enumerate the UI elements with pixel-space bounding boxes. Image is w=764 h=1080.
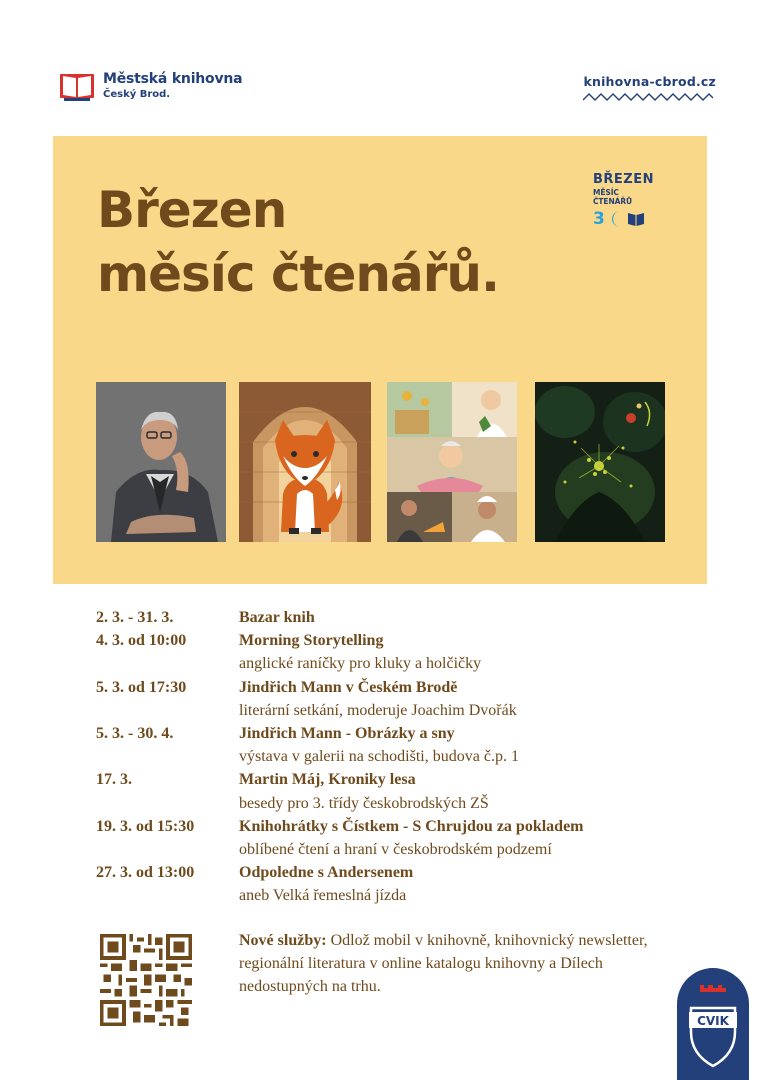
event-subtitle: oblíbené čtení a hraní v českobrodském podzemí (239, 841, 552, 859)
event-date: 5. 3. od 17:30 (96, 678, 187, 696)
event-subtitle: besedy pro 3. třídy českobrodských ZŠ (239, 794, 489, 812)
website-link[interactable]: knihovna-cbrod.cz (583, 74, 716, 89)
event-date: 27. 3. od 13:00 (96, 864, 195, 882)
event-row (96, 629, 716, 652)
title-line-1: Březen (97, 181, 287, 239)
event-title: Morning Storytelling (239, 632, 384, 650)
event-subtitle: aneb Velká řemeslná jízda (239, 887, 407, 905)
event-row (96, 676, 716, 699)
event-date: 2. 3. - 31. 3. (96, 609, 174, 626)
event-row (96, 861, 716, 884)
moon-icon (608, 210, 624, 228)
poster-title (97, 178, 499, 306)
event-row (96, 722, 716, 745)
book-icon (627, 211, 645, 227)
event-title: Bazar knih (239, 609, 315, 626)
new-services-text: Odlož mobil v knihovně, knihovnický newsletter, regionální literatura v online katalogu knihovny a Dílech nedostupných na trhu. (239, 932, 648, 996)
photo-craft-collage (387, 382, 517, 542)
event-row (96, 768, 716, 791)
event-subtitle: výstava v galerii na schodišti, budova č.p. 1 (239, 748, 519, 766)
badge-subtitle: MĚSÍC ČTENÁŘŮ (593, 188, 632, 206)
event-title: Jindřich Mann - Obrázky a sny (239, 725, 455, 743)
wave-decoration (583, 93, 713, 101)
library-name: Městská knihovna (103, 71, 243, 88)
website-block (583, 74, 716, 101)
cvik-logo (677, 968, 749, 1080)
open-book-icon (59, 70, 95, 102)
photo-forest-night (535, 382, 665, 542)
event-date: 5. 3. - 30. 4. (96, 725, 174, 743)
event-row (96, 815, 716, 838)
title-line-2: měsíc čtenářů. (97, 245, 499, 303)
photo-author-portrait (96, 382, 226, 542)
new-services-label: Nové služby: (239, 932, 327, 949)
library-city: Český Brod. (103, 89, 171, 101)
new-services-note (239, 929, 659, 999)
badge-number: 3 (593, 209, 605, 229)
event-title: Knihohrátky s Čístkem - S Chrujdou za pokladem (239, 817, 584, 835)
month-badge (593, 172, 657, 229)
event-row (96, 606, 716, 629)
cvik-logo-text: CVIK (697, 1014, 729, 1028)
qr-code[interactable] (100, 934, 192, 1026)
hero-banner (53, 136, 707, 584)
event-date: 19. 3. od 15:30 (96, 817, 195, 835)
event-program (96, 606, 716, 908)
badge-title: BŘEZEN (593, 172, 654, 187)
photo-fox-illustration (239, 382, 371, 542)
event-subtitle: anglické raníčky pro kluky a holčičky (239, 655, 482, 673)
event-title: Odpoledne s Andersenem (239, 864, 414, 882)
event-date: 17. 3. (96, 771, 132, 789)
event-title: Jindřich Mann v Českém Brodě (239, 678, 458, 696)
event-date: 4. 3. od 10:00 (96, 632, 187, 650)
library-logo (59, 70, 242, 102)
event-subtitle: literární setkání, moderuje Joachim Dvořák (239, 701, 517, 719)
event-title: Martin Máj, Kroniky lesa (239, 771, 416, 789)
